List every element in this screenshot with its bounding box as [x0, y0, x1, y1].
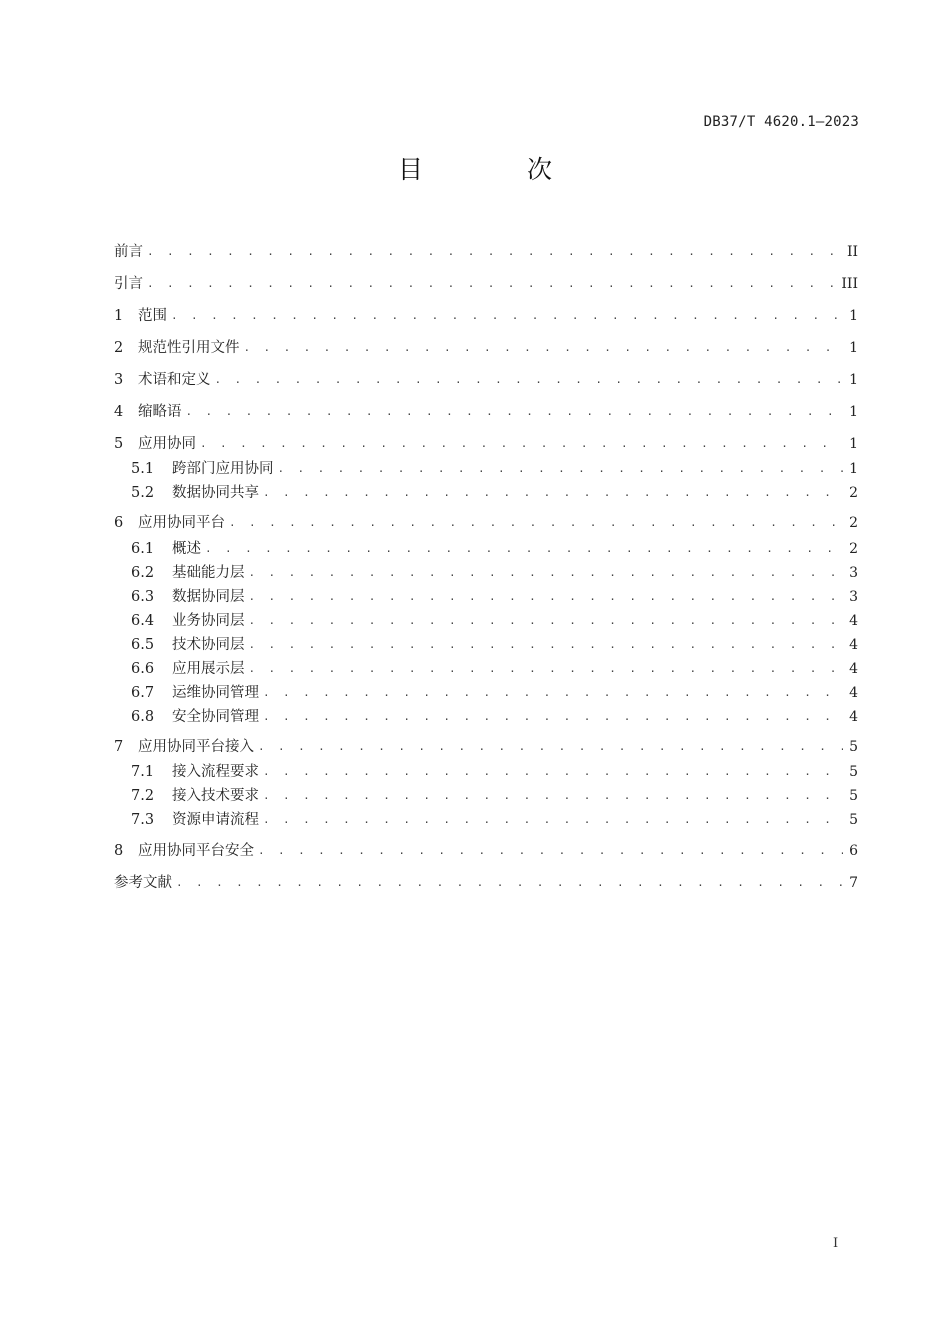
- toc-entry-label: 技术协同层: [172, 637, 245, 653]
- toc-entry-6-5[interactable]: [131, 634, 858, 656]
- toc-entry-label: 接入流程要求: [172, 764, 259, 780]
- toc-entry-page: 1: [849, 436, 858, 452]
- toc-entry-number: 8: [114, 843, 124, 859]
- toc-entry-number: 6.8: [131, 709, 155, 725]
- toc-entry-label: 资源申请流程: [172, 812, 259, 828]
- toc-entry-number: 6: [114, 515, 124, 531]
- toc-leader-dots: [171, 305, 843, 327]
- toc-entry-page: 1: [849, 404, 858, 420]
- toc-entry-7-1[interactable]: [131, 761, 858, 783]
- toc-leader-dots: [258, 736, 843, 758]
- toc-leader-dots: [249, 658, 844, 680]
- toc-entry-number: 3: [114, 372, 124, 388]
- toc-entry-label: 数据协同共享: [172, 485, 259, 501]
- toc-leader-dots: [215, 369, 844, 391]
- toc-entry-label: 运维协同管理: [172, 685, 259, 701]
- toc-entry-5[interactable]: [114, 433, 858, 455]
- toc-entry-label: 接入技术要求: [172, 788, 259, 804]
- toc-entry-page: 5: [849, 764, 858, 780]
- toc-entry-page: 3: [849, 565, 858, 581]
- toc-entry-6-2[interactable]: [131, 562, 858, 584]
- toc-entry-foreword[interactable]: [114, 241, 858, 263]
- toc-entry-page: 1: [849, 461, 858, 477]
- toc-entry-6-4[interactable]: [131, 610, 858, 632]
- toc-leader-dots: [186, 401, 844, 423]
- toc-entry-6-8[interactable]: [131, 706, 858, 728]
- toc-entry-page: 2: [849, 485, 858, 501]
- toc-leader-dots: [200, 433, 843, 455]
- toc-entry-6-6[interactable]: [131, 658, 858, 680]
- toc-entry-7-2[interactable]: [131, 785, 858, 807]
- toc-entry-number: 6.4: [131, 613, 155, 629]
- toc-entry-number: 4: [114, 404, 124, 420]
- toc-entry-page: 5: [849, 812, 858, 828]
- toc-entry-number: 6.2: [131, 565, 155, 581]
- toc-leader-dots: [249, 586, 844, 608]
- toc-entry-7[interactable]: [114, 736, 858, 758]
- toc-leader-dots: [263, 706, 843, 728]
- toc-entry-5-1[interactable]: [131, 458, 858, 480]
- toc-entry-label: 术语和定义: [138, 372, 211, 388]
- toc-entry-label: 参考文献: [114, 875, 172, 891]
- toc-entry-7-3[interactable]: [131, 809, 858, 831]
- toc-entry-label: 应用协同平台安全: [138, 843, 254, 859]
- toc-entry-number: 5.1: [131, 461, 155, 477]
- toc-entry-3[interactable]: [114, 369, 858, 391]
- toc-entry-label: 数据协同层: [172, 589, 245, 605]
- toc-entry-page: 4: [849, 613, 858, 629]
- toc-entry-page: 5: [849, 739, 858, 755]
- toc-leader-dots: [249, 610, 844, 632]
- toc-entry-page: 2: [849, 541, 858, 557]
- toc-entry-label: 范围: [138, 308, 167, 324]
- toc-leader-dots: [263, 761, 843, 783]
- toc-entry-8[interactable]: [114, 840, 858, 862]
- toc-entry-label: 跨部门应用协同: [172, 461, 274, 477]
- toc-entry-label: 缩略语: [138, 404, 182, 420]
- toc-entry-page: 6: [849, 843, 858, 859]
- toc-entry-page: 5: [849, 788, 858, 804]
- toc-entry-page: 7: [849, 875, 858, 891]
- toc-entry-6[interactable]: [114, 512, 858, 534]
- toc-entry-number: 5: [114, 436, 124, 452]
- toc-entry-number: 7: [114, 739, 124, 755]
- toc-entry-number: 7.3: [131, 812, 155, 828]
- toc-entry-number: 7.2: [131, 788, 155, 804]
- toc-entry-page: 1: [849, 340, 858, 356]
- toc-leader-dots: [249, 562, 844, 584]
- toc-entry-page: 1: [849, 308, 858, 324]
- toc-leader-dots: [147, 241, 841, 263]
- page-title: 目 次: [398, 155, 600, 184]
- toc-entry-introduction[interactable]: [114, 273, 858, 295]
- toc-entry-label: 应用协同: [138, 436, 196, 452]
- toc-entry-number: 1: [114, 308, 124, 324]
- toc-entry-number: 5.2: [131, 485, 155, 501]
- toc-leader-dots: [229, 512, 843, 534]
- toc-leader-dots: [176, 872, 843, 894]
- document-code: DB37/T 4620.1—2023: [703, 114, 859, 130]
- toc-entry-page: 3: [849, 589, 858, 605]
- toc-entry-number: 6.6: [131, 661, 155, 677]
- toc-entry-label: 安全协同管理: [172, 709, 259, 725]
- toc-entry-5-2[interactable]: [131, 482, 858, 504]
- toc-entry-1[interactable]: [114, 305, 858, 327]
- toc-entry-number: 6.7: [131, 685, 155, 701]
- toc-entry-label: 前言: [114, 244, 143, 260]
- toc-entry-label: 概述: [172, 541, 201, 557]
- toc-entry-4[interactable]: [114, 401, 858, 423]
- toc-leader-dots: [244, 337, 844, 359]
- toc-entry-page: 4: [849, 685, 858, 701]
- toc-entry-label: 业务协同层: [172, 613, 245, 629]
- toc-entry-6-1[interactable]: [131, 538, 858, 560]
- toc-entry-page: 4: [849, 661, 858, 677]
- toc-leader-dots: [263, 682, 843, 704]
- table-of-contents: [114, 0, 858, 1344]
- toc-entry-6-7[interactable]: [131, 682, 858, 704]
- toc-entry-label: 引言: [114, 276, 143, 292]
- toc-leader-dots: [147, 273, 835, 295]
- toc-leader-dots: [263, 482, 843, 504]
- toc-entry-number: 7.1: [131, 764, 155, 780]
- toc-entry-page: II: [846, 244, 858, 260]
- toc-entry-label: 规范性引用文件: [138, 340, 240, 356]
- toc-leader-dots: [249, 634, 844, 656]
- toc-leader-dots: [263, 785, 843, 807]
- toc-leader-dots: [263, 809, 843, 831]
- toc-entry-6-3[interactable]: [131, 586, 858, 608]
- toc-leader-dots: [205, 538, 843, 560]
- toc-entry-label: 应用协同平台接入: [138, 739, 254, 755]
- toc-leader-dots: [258, 840, 843, 862]
- toc-entry-page: 1: [849, 372, 858, 388]
- toc-entry-label: 基础能力层: [172, 565, 245, 581]
- toc-entry-references[interactable]: [114, 872, 858, 894]
- toc-entry-number: 6.3: [131, 589, 155, 605]
- toc-entry-page: 4: [849, 637, 858, 653]
- page-number: I: [833, 1236, 839, 1251]
- toc-entry-number: 6.1: [131, 541, 155, 557]
- toc-entry-page: 2: [849, 515, 858, 531]
- toc-entry-page: III: [841, 276, 858, 292]
- toc-entry-number: 2: [114, 340, 124, 356]
- toc-leader-dots: [278, 458, 844, 480]
- toc-entry-label: 应用协同平台: [138, 515, 225, 531]
- toc-entry-label: 应用展示层: [172, 661, 245, 677]
- toc-entry-page: 4: [849, 709, 858, 725]
- toc-entry-2[interactable]: [114, 337, 858, 359]
- toc-entry-number: 6.5: [131, 637, 155, 653]
